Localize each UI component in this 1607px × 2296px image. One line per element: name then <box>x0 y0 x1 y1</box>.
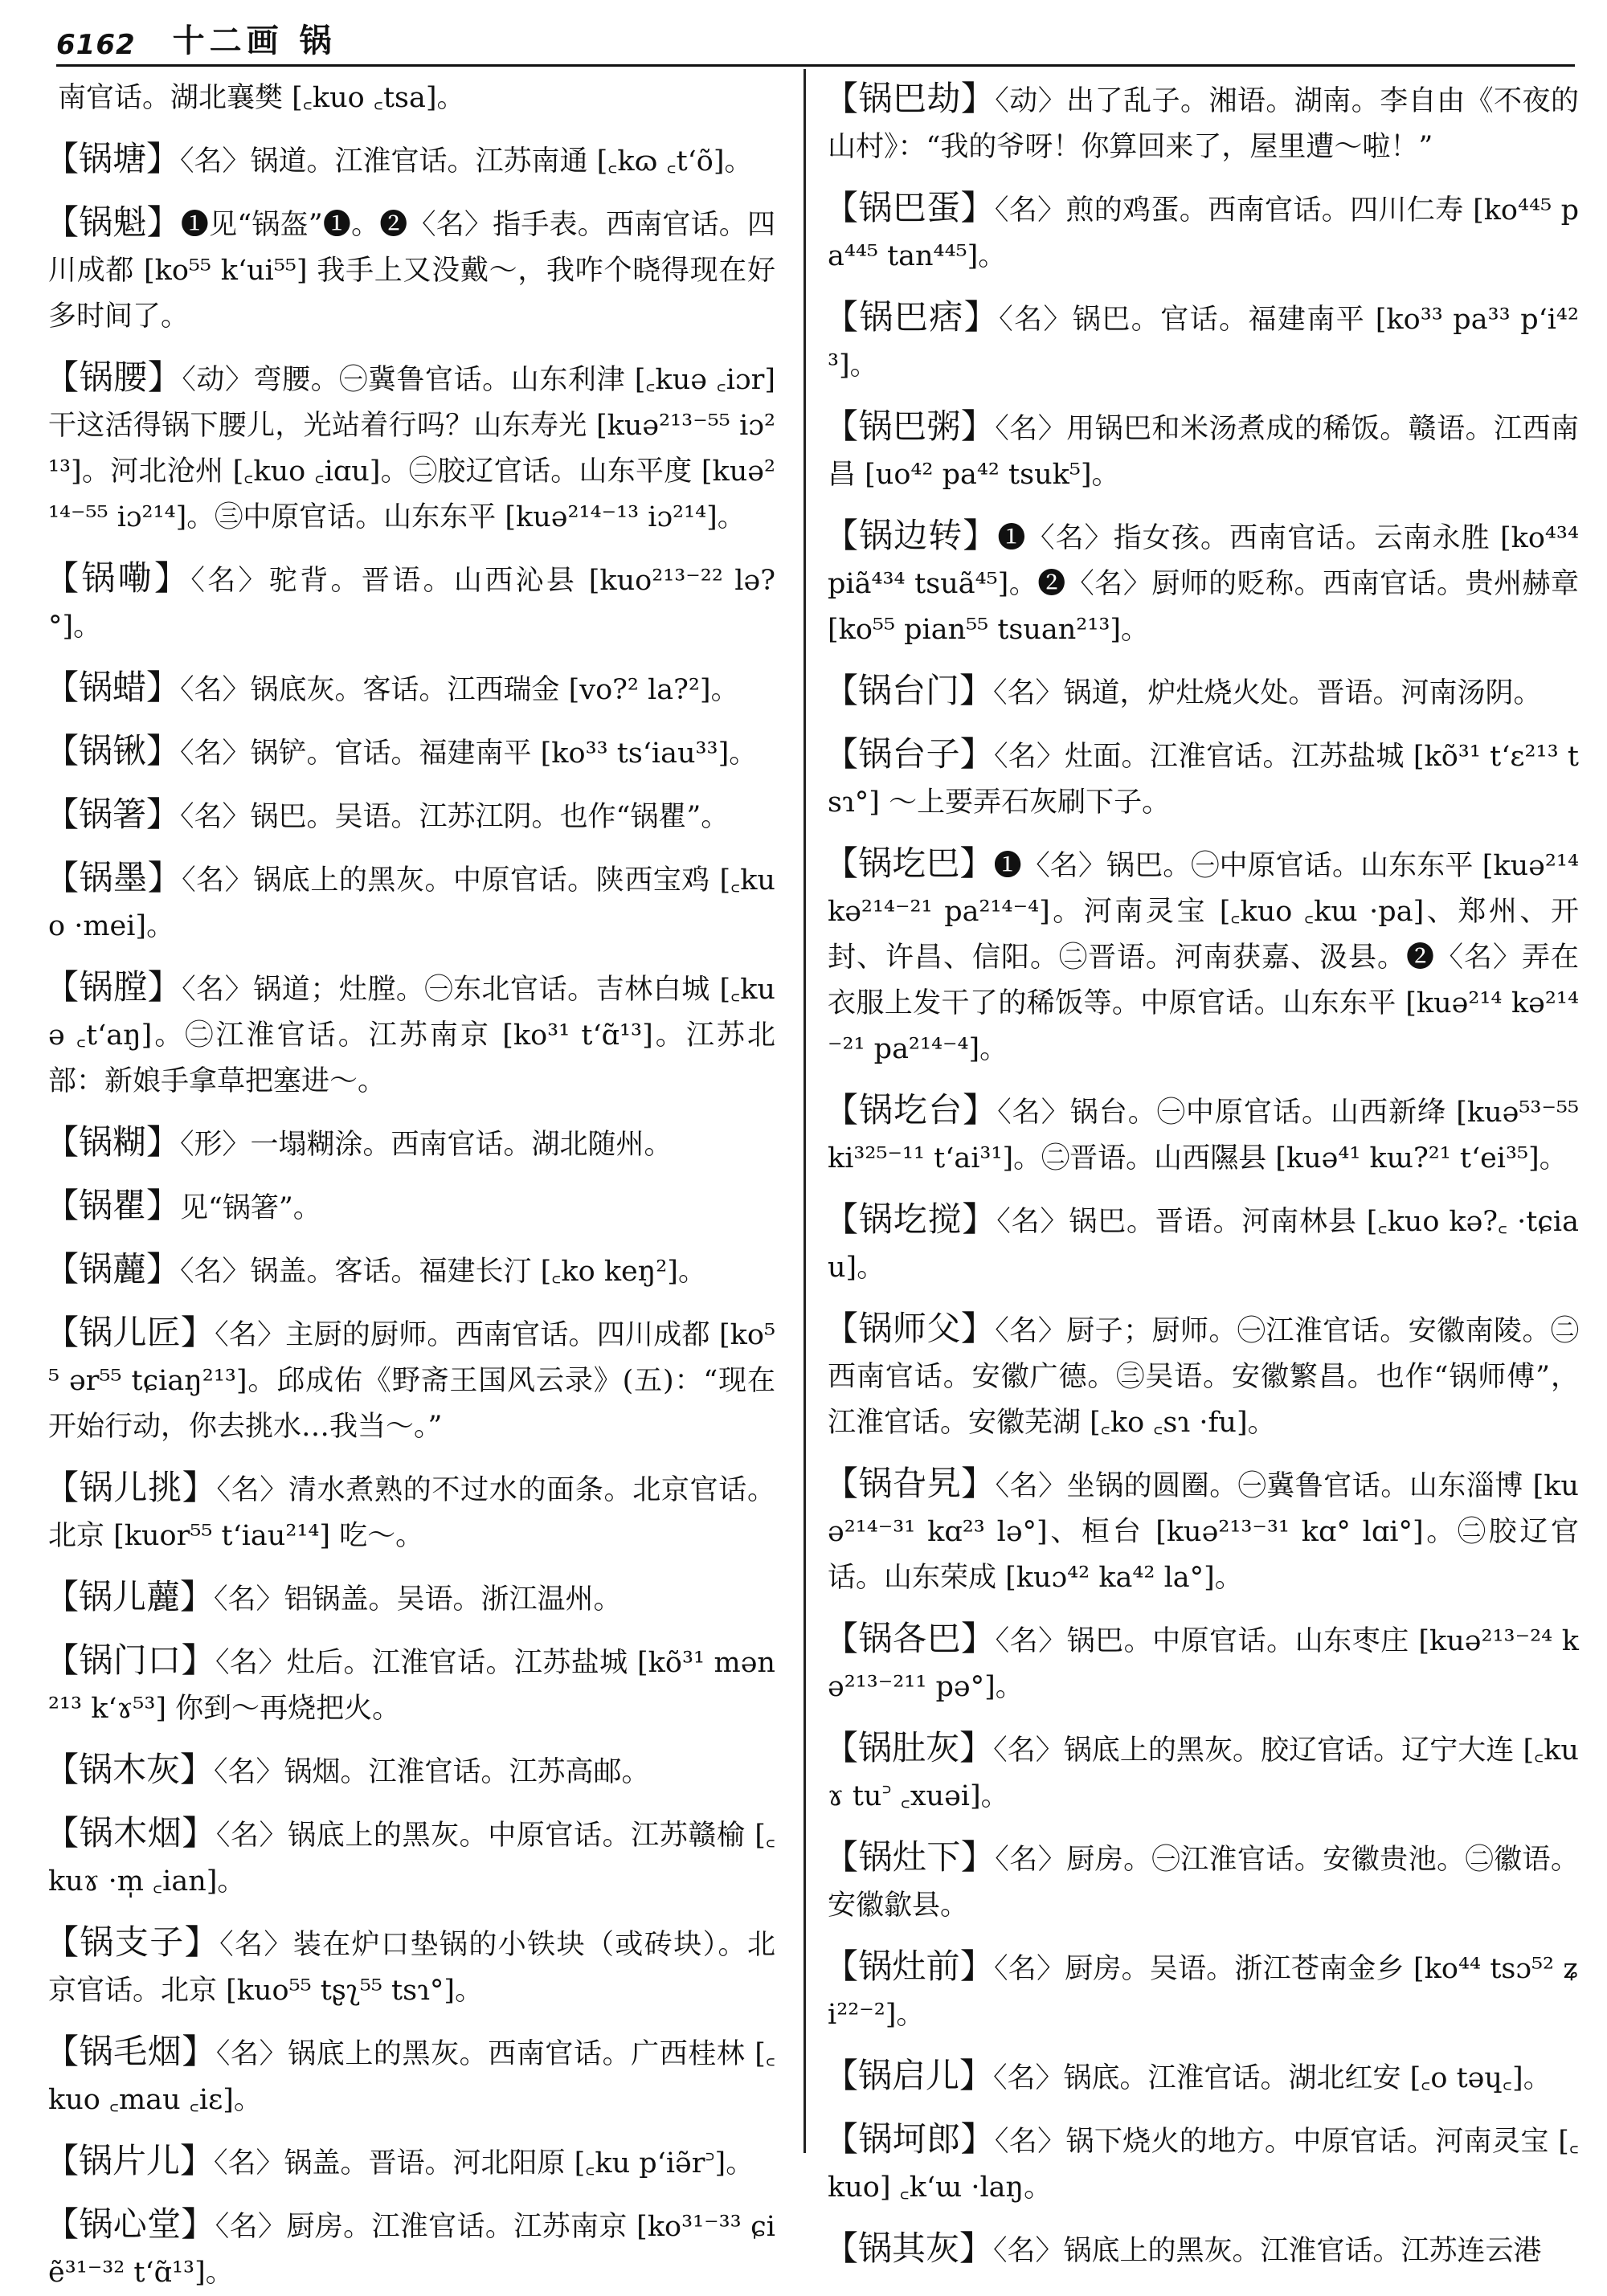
entry-definition: 〈名〉厨房。㊀江淮官话。安徽贵池。㊁徽语。安徽歙县。 <box>828 1844 1579 1922</box>
dictionary-entry <box>824 840 1579 1072</box>
dictionary-entry <box>45 1309 775 1450</box>
column-divider <box>804 69 806 2153</box>
entry-definition: 〈名〉厨子；厨师。㊀江淮官话。安徽南陵。㊁西南官话。安徽广德。㊂吴语。安徽繁昌。也作“锅师傅”，江淮官话。安徽芜湖 [꜀ko ꜀sɿ ·fu]。 <box>828 1315 1579 1439</box>
entry-definition: 〈名〉锅底上的黑灰。中原官话。陕西宝鸡 [꜀kuo ·mei]。 <box>48 864 775 942</box>
entry-definition: 〈名〉坐锅的圆圈。㊀冀鲁官话。山东淄博 [kuə²¹⁴⁻³¹ kɑ²³ lə°]、桓台 [kuə²¹³⁻³¹ kɑ° lɑi°]。㊁胶辽官话。山东荣成 [kuɔ⁴² ka⁴² la°]。 <box>828 1470 1579 1594</box>
entry-headword: 【锅圪搅】 <box>824 1199 997 1239</box>
entry-definition: ❶〈名〉锅巴。㊀中原官话。山东东平 [kuə²¹⁴ kə²¹⁴⁻²¹ pa²¹⁴⁻⁴]。河南灵宝 [꜀kuo ꜀kɯ ·pa]、郑州、开封、许昌、信阳。㊁晋语。河南获嘉、汲县。❷〈名〉弄在衣服上发干了的稀饭等。中原官话。山东东平 [kuə²¹⁴ kə²¹⁴⁻²¹ pa²¹⁴⁻⁴]。 <box>828 850 1579 1065</box>
page-number: 6162 <box>56 29 136 61</box>
entry-headword: 【锅圪台】 <box>824 1090 998 1130</box>
entry-definition: 〈名〉厨房。吴语。浙江苍南金乡 [ko⁴⁴ tsɔ⁵² ʑi²²⁻²]。 <box>828 1953 1579 2031</box>
entry-headword: 【锅圪巴】 <box>824 844 994 883</box>
entry-headword: 【锅瞿】 <box>45 1186 181 1225</box>
dictionary-entry <box>824 513 1579 653</box>
entry-definition: 〈形〉一塌糊涂。西南官话。湖北随州。 <box>180 1129 673 1161</box>
entry-headword: 【锅腰】 <box>45 357 182 397</box>
dictionary-entry <box>45 354 775 541</box>
dictionary-entry <box>45 1183 775 1232</box>
dictionary-entry <box>45 791 775 840</box>
dictionary-entry <box>45 1465 775 1559</box>
entry-headword: 【锅毛烟】 <box>45 2032 216 2071</box>
entry-definition: 〈名〉锅道，炉灶烧火处。晋语。河南汤阴。 <box>993 677 1542 709</box>
entry-headword: 【锅巴痞】 <box>824 297 1000 337</box>
entry-definition: ❶〈名〉指女孩。西南官话。云南永胜 [ko⁴³⁴ piã⁴³⁴ tsuã⁴⁵]。❷〈名〉厨师的贬称。西南官话。贵州赫章 [ko⁵⁵ pian⁵⁵ tsuan²¹³]。 <box>828 522 1579 646</box>
entry-definition: 〈名〉锅巴。官话。福建南平 [ko³³ pa³³ p‘i⁴²³]。 <box>828 304 1579 382</box>
entry-headword: 【锅片儿】 <box>45 2141 215 2180</box>
dictionary-entry <box>824 2116 1579 2211</box>
entry-definition: ❶见“锅盔”❶。❷〈名〉指手表。西南官话。四川成都 [ko⁵⁵ k‘ui⁵⁵] 我手上又没戴～，我咋个晓得现在好多时间了。 <box>48 209 775 333</box>
entry-headword: 【锅儿挑】 <box>45 1468 217 1507</box>
entry-headword: 【锅启儿】 <box>824 2056 994 2095</box>
entry-definition: 〈名〉煎的鸡蛋。西南官话。四川仁寿 [ko⁴⁴⁵ pa⁴⁴⁵ tan⁴⁴⁵]。 <box>828 194 1579 272</box>
entry-headword: 【锅灶下】 <box>824 1837 996 1877</box>
entry-headword: 【锅台门】 <box>824 671 994 710</box>
entry-definition: 〈名〉主厨的厨师。西南官话。四川成都 [ko⁵⁵ ər⁵⁵ tɕiaŋ²¹³]。邱成佑《野斋王国风云录》(五)：“现在开始行动，你去挑水…我当～。” <box>48 1319 775 1443</box>
entry-headword: 【锅灶前】 <box>824 1947 995 1986</box>
entry-definition: 〈名〉锅底上的黑灰。江淮官话。江苏连云港 <box>993 2235 1542 2267</box>
dictionary-entry <box>45 664 775 713</box>
dictionary-entry <box>824 294 1579 389</box>
dictionary-entry <box>824 1725 1579 1820</box>
entry-definition: 〈名〉厨房。江淮官话。江苏南京 [ko³¹⁻³³ ɕiẽ³¹⁻³² t‘ɑ̃¹³]。 <box>48 2211 775 2289</box>
entry-headword: 【锅墨】 <box>45 858 182 897</box>
dictionary-entry <box>45 1919 775 2014</box>
dictionary-entry <box>45 2028 775 2123</box>
dictionary-entry <box>824 1196 1579 1291</box>
entry-headword: 【锅䕻】 <box>45 1249 181 1289</box>
dictionary-entry <box>45 199 775 340</box>
dictionary-entry <box>45 2201 775 2296</box>
entry-definition: 〈名〉灶后。江淮官话。江苏盐城 [kõ³¹ mən²¹³ k‘ɤ⁵³] 你到～再烧把火。 <box>48 1647 775 1725</box>
entry-definition: 〈名〉驼背。晋语。山西沁县 [kuo²¹³⁻²² lə?°]。 <box>48 565 775 643</box>
entry-headword: 【锅其灰】 <box>824 2229 994 2268</box>
dictionary-entry <box>824 1943 1579 2038</box>
dictionary-entry <box>45 555 775 650</box>
dictionary-entry <box>824 1834 1579 1929</box>
dictionary-entry <box>824 1305 1579 1446</box>
entry-headword: 【锅巴蛋】 <box>824 188 995 227</box>
entry-headword: 【锅巴劫】 <box>824 79 996 118</box>
entry-headword: 【锅儿匠】 <box>45 1313 215 1352</box>
entry-headword: 【锅木灰】 <box>45 1750 215 1789</box>
entry-definition: 〈名〉锅道；灶膛。㊀东北官话。吉林白城 [꜀kuə ꜀t‘aŋ]。㊁江淮官话。江苏南京 [ko³¹ t‘ɑ̃¹³]。江苏北部：新娘手拿草把塞进～。 <box>48 974 775 1097</box>
entry-headword: 【锅糊】 <box>45 1122 181 1162</box>
entry-headword: 【锅支子】 <box>45 1922 220 1962</box>
entry-definition: 〈名〉锅底上的黑灰。胶辽官话。辽宁大连 [꜀kuɤ tu꜄ ꜀xuəi]。 <box>828 1734 1579 1812</box>
dictionary-entry <box>824 1616 1579 1710</box>
entry-headword: 【锅塘】 <box>45 139 181 178</box>
entry-headword: 【锅师父】 <box>824 1309 996 1348</box>
entry-headword: 【锅蜡】 <box>45 668 181 707</box>
dictionary-entry <box>45 2138 775 2187</box>
dictionary-entry <box>824 1087 1579 1182</box>
entry-definition: 〈名〉锅底灰。客话。江西瑞金 [vo?² la?²]。 <box>180 674 739 706</box>
dictionary-entry <box>824 668 1579 717</box>
dictionary-entry <box>824 731 1579 826</box>
dictionary-entry <box>45 1637 775 1732</box>
entry-definition: 〈名〉灶面。江淮官话。江苏盐城 [kõ³¹ t‘ɛ²¹³ tsɿ°] ～上要弄石灰刷下子。 <box>828 741 1579 819</box>
entry-definition: 〈名〉锅道。江淮官话。江苏南通 [꜀kɷ ꜀t‘õ]。 <box>180 145 753 178</box>
entry-headword: 【锅旮旯】 <box>824 1464 996 1503</box>
entry-definition: 〈动〉出了乱子。湘语。湖南。李自由《不夜的山村》：“我的爷呀！你算回来了，屋里遭～啦！” <box>828 85 1579 163</box>
entry-definition: 〈名〉锅盖。晋语。河北阳原 [꜀ku p‘iə̃r꜄]。 <box>214 2147 754 2180</box>
entry-headword: 【锅坷郎】 <box>824 2119 995 2159</box>
dictionary-entry <box>824 76 1579 170</box>
entry-headword: 【锅嘞】 <box>45 558 191 598</box>
entry-headword: 【锅儿䕻】 <box>45 1577 215 1616</box>
page-header <box>56 14 1575 61</box>
entry-headword: 【锅锹】 <box>45 731 181 770</box>
dictionary-entry <box>824 1461 1579 1601</box>
entry-definition: 〈名〉用锅巴和米汤煮成的稀饭。赣语。江西南昌 [uo⁴² pa⁴² tsuk⁵]。 <box>828 413 1579 491</box>
section-label: 十二画 锅 <box>172 22 337 59</box>
dictionary-entry <box>48 76 775 121</box>
header-rule <box>56 64 1575 67</box>
entry-definition: 〈名〉清水煮熟的不过水的面条。北京官话。北京 [kuor⁵⁵ t‘iau²¹⁴] 吃～。 <box>48 1474 775 1552</box>
entry-headword: 【锅魁】 <box>45 202 181 242</box>
entry-definition: 〈名〉锅巴。晋语。河南林县 [꜀kuo kə?꜀ ·tɕiau]。 <box>828 1206 1579 1284</box>
entry-definition: 南官话。湖北襄樊 [꜀kuo ꜀tsa]。 <box>58 82 465 114</box>
dictionary-entry <box>824 403 1579 498</box>
entry-definition: 〈名〉锅底上的黑灰。西南官话。广西桂林 [꜀kuo ꜀mau ꜀iɛ]。 <box>48 2038 775 2116</box>
entry-headword: 【锅心堂】 <box>45 2204 215 2244</box>
left-column <box>45 76 775 2289</box>
entry-definition: 〈名〉锅底。江淮官话。湖北红安 [꜀o təɥ꜀]。 <box>993 2062 1552 2094</box>
entry-definition: 〈名〉锅巴。吴语。江苏江阴。也作“锅瞿”。 <box>180 801 730 833</box>
entry-definition: 〈名〉装在炉口垫锅的小铁块（或砖块）。北京官话。北京 [kuo⁵⁵ tʂʅ⁵⁵ tsɿ°]。 <box>48 1929 775 2007</box>
entry-definition: 〈名〉锅烟。江淮官话。江苏高邮。 <box>214 1756 650 1788</box>
entry-headword: 【锅台子】 <box>824 734 995 774</box>
dictionary-entry <box>824 2053 1579 2102</box>
dictionary-entry <box>824 185 1579 280</box>
dictionary-entry <box>45 1119 775 1168</box>
dictionary-entry <box>45 1246 775 1295</box>
dictionary-entry <box>45 1747 775 1796</box>
entry-definition: 〈名〉锅下烧火的地方。中原官话。河南灵宝 [꜀kuo] ꜀k‘ɯ ·laŋ。 <box>828 2126 1579 2204</box>
entry-definition: 〈名〉锅盖。客话。福建长汀 [꜀ko keŋ²]。 <box>180 1256 706 1288</box>
dictionary-entry <box>45 728 775 777</box>
entry-definition: 〈名〉锅巴。中原官话。山东枣庄 [kuə²¹³⁻²⁴ kə²¹³⁻²¹¹ pə°]。 <box>828 1625 1579 1703</box>
dictionary-entry <box>45 855 775 950</box>
dictionary-entry <box>45 136 775 185</box>
entry-definition: 〈名〉铝锅盖。吴语。浙江温州。 <box>214 1583 622 1616</box>
entry-headword: 【锅木烟】 <box>45 1813 216 1853</box>
right-column <box>824 76 1579 2268</box>
entry-headword: 【锅门口】 <box>45 1640 215 1680</box>
entry-headword: 【锅肚灰】 <box>824 1728 994 1767</box>
entry-headword: 【锅箸】 <box>45 795 181 834</box>
dictionary-entry <box>45 964 775 1105</box>
dictionary-entry <box>45 1574 775 1623</box>
entry-definition: 〈名〉锅铲。官话。福建南平 [ko³³ ts‘iau³³]。 <box>180 737 758 770</box>
dictionary-entry <box>45 1810 775 1905</box>
entry-definition: 〈名〉锅台。㊀中原官话。山西新绛 [kuə⁵³⁻⁵⁵ ki³²⁵⁻¹¹ t‘ai³¹]。㊁晋语。山西隰县 [kuə⁴¹ kɯ?²¹ t‘ei³⁵]。 <box>828 1097 1579 1175</box>
dictionary-entry <box>824 2225 1579 2274</box>
entry-headword: 【锅巴粥】 <box>824 406 996 446</box>
entry-definition: 〈名〉锅底上的黑灰。中原官话。江苏赣榆 [꜀kuɤ ·m̩ ꜀ian]。 <box>48 1820 775 1898</box>
entry-definition: 〈动〉弯腰。㊀冀鲁官话。山东利津 [꜀kuə ꜀iɔr] 干这活得锅下腰儿，光站着行吗？山东寿光 [kuə²¹³⁻⁵⁵ iɔ²¹³]。河北沧州 [꜀kuo ꜀iɑu]。㊁胶辽官话。山东平度 [kuə²¹⁴⁻⁵⁵ iɔ²¹⁴]。㊂中原官话。山东东平 [kuə²¹⁴⁻¹³ iɔ²¹⁴]。 <box>48 364 775 533</box>
entry-definition: 见“锅箸”。 <box>180 1192 321 1224</box>
entry-headword: 【锅各巴】 <box>824 1619 996 1658</box>
entry-headword: 【锅膛】 <box>45 967 182 1007</box>
entry-headword: 【锅边转】 <box>824 516 998 555</box>
